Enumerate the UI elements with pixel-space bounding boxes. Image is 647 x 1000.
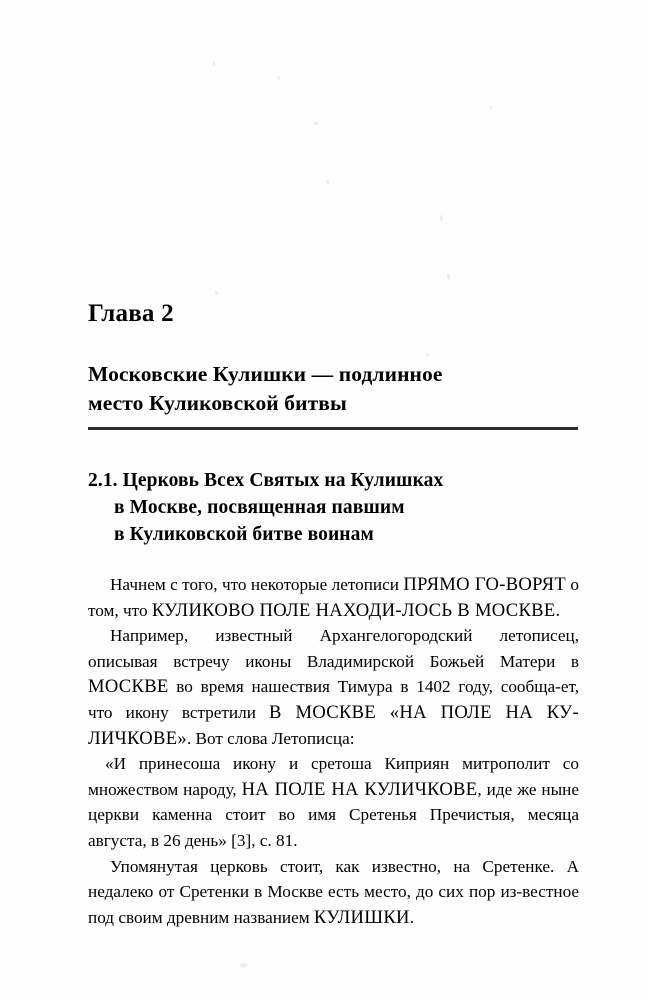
p2-text-c: . Вот слова Летописца:: [186, 728, 355, 748]
scan-speckle: [326, 180, 329, 184]
scan-speckle: [215, 291, 218, 295]
chapter-divider-rule: [88, 427, 578, 430]
chapter-label: Глава 2: [88, 300, 174, 327]
p4-caps-a: КУЛИШКИ: [313, 906, 410, 928]
p4-text-b: .: [409, 907, 415, 927]
p1-caps-b: ВОРЯТ: [505, 574, 566, 595]
quote-caps-a: НА ПОЛЕ НА КУЛИЧКОВЕ: [241, 778, 478, 800]
scan-speckle: [440, 215, 443, 221]
section-heading-line-2: в Москве, посвященная павшим: [114, 496, 405, 518]
p2-caps-b: В МОСКВЕ «НА ПОЛЕ НА КУ-ЛИЧКОВЕ»: [88, 701, 580, 749]
section-heading: [88, 468, 583, 549]
paragraph-1: [88, 572, 579, 623]
quoted-chronicle-passage: [88, 751, 579, 853]
scan-speckle: [489, 106, 492, 109]
scan-speckle: [213, 61, 215, 66]
paragraph-4: [88, 854, 579, 931]
chapter-title-line-1: Московские Кулишки — подлинное: [88, 362, 443, 386]
chapter-title: [88, 360, 583, 417]
p1-text-b: о том, что: [88, 575, 579, 620]
p1-caps-d: ЛОСЬ В МОСКВЕ.: [401, 599, 561, 621]
quote-text-b: , иде же ныне церкви каменна стоит во имя Сретенья Пречистыя, месяца августа, в 26 день» [3], с. 81.: [88, 779, 579, 850]
section-heading-line-1: 2.1. Церковь Всех Святых на Кулишках: [88, 470, 444, 491]
quote-text-a: «И принесоша икону и сретоша Киприян митрополит со множеством народу,: [88, 754, 579, 799]
p1-caps-a: ПРЯМО ГО-: [403, 574, 506, 595]
scan-speckle: [314, 122, 318, 125]
p1-text-a: Начнем с того, что некоторые летописи: [110, 575, 404, 594]
scan-speckle: [426, 353, 429, 357]
paragraph-2: [88, 623, 579, 751]
body-text: [88, 572, 579, 930]
section-heading-line-3: в Куликовской битве воинам: [114, 523, 374, 545]
chapter-title-line-2: место Куликовской битвы: [88, 390, 347, 415]
p2-text-a: Например, известный Архангелогородский летописец, описывая встречу иконы Владимирской Божьей Матери в: [88, 626, 579, 671]
scan-speckle: [240, 963, 247, 968]
scan-speckle: [447, 273, 450, 280]
p1-caps-c: КУЛИКОВО ПОЛЕ НАХОДИ-: [151, 599, 402, 621]
scan-speckle: [277, 76, 280, 80]
p2-caps-a: МОСКВЕ: [88, 676, 169, 698]
p4-text-a: Упомянутая церковь стоит, как известно, на Сретенке. А недалеко от Сретенки в Москве есть место, до сих пор из-вестное под своим древним названием: [88, 856, 579, 927]
p2-text-b: во время нашествия Тимура в 1402 году, сообща-ет, что икону встретили: [88, 677, 579, 722]
